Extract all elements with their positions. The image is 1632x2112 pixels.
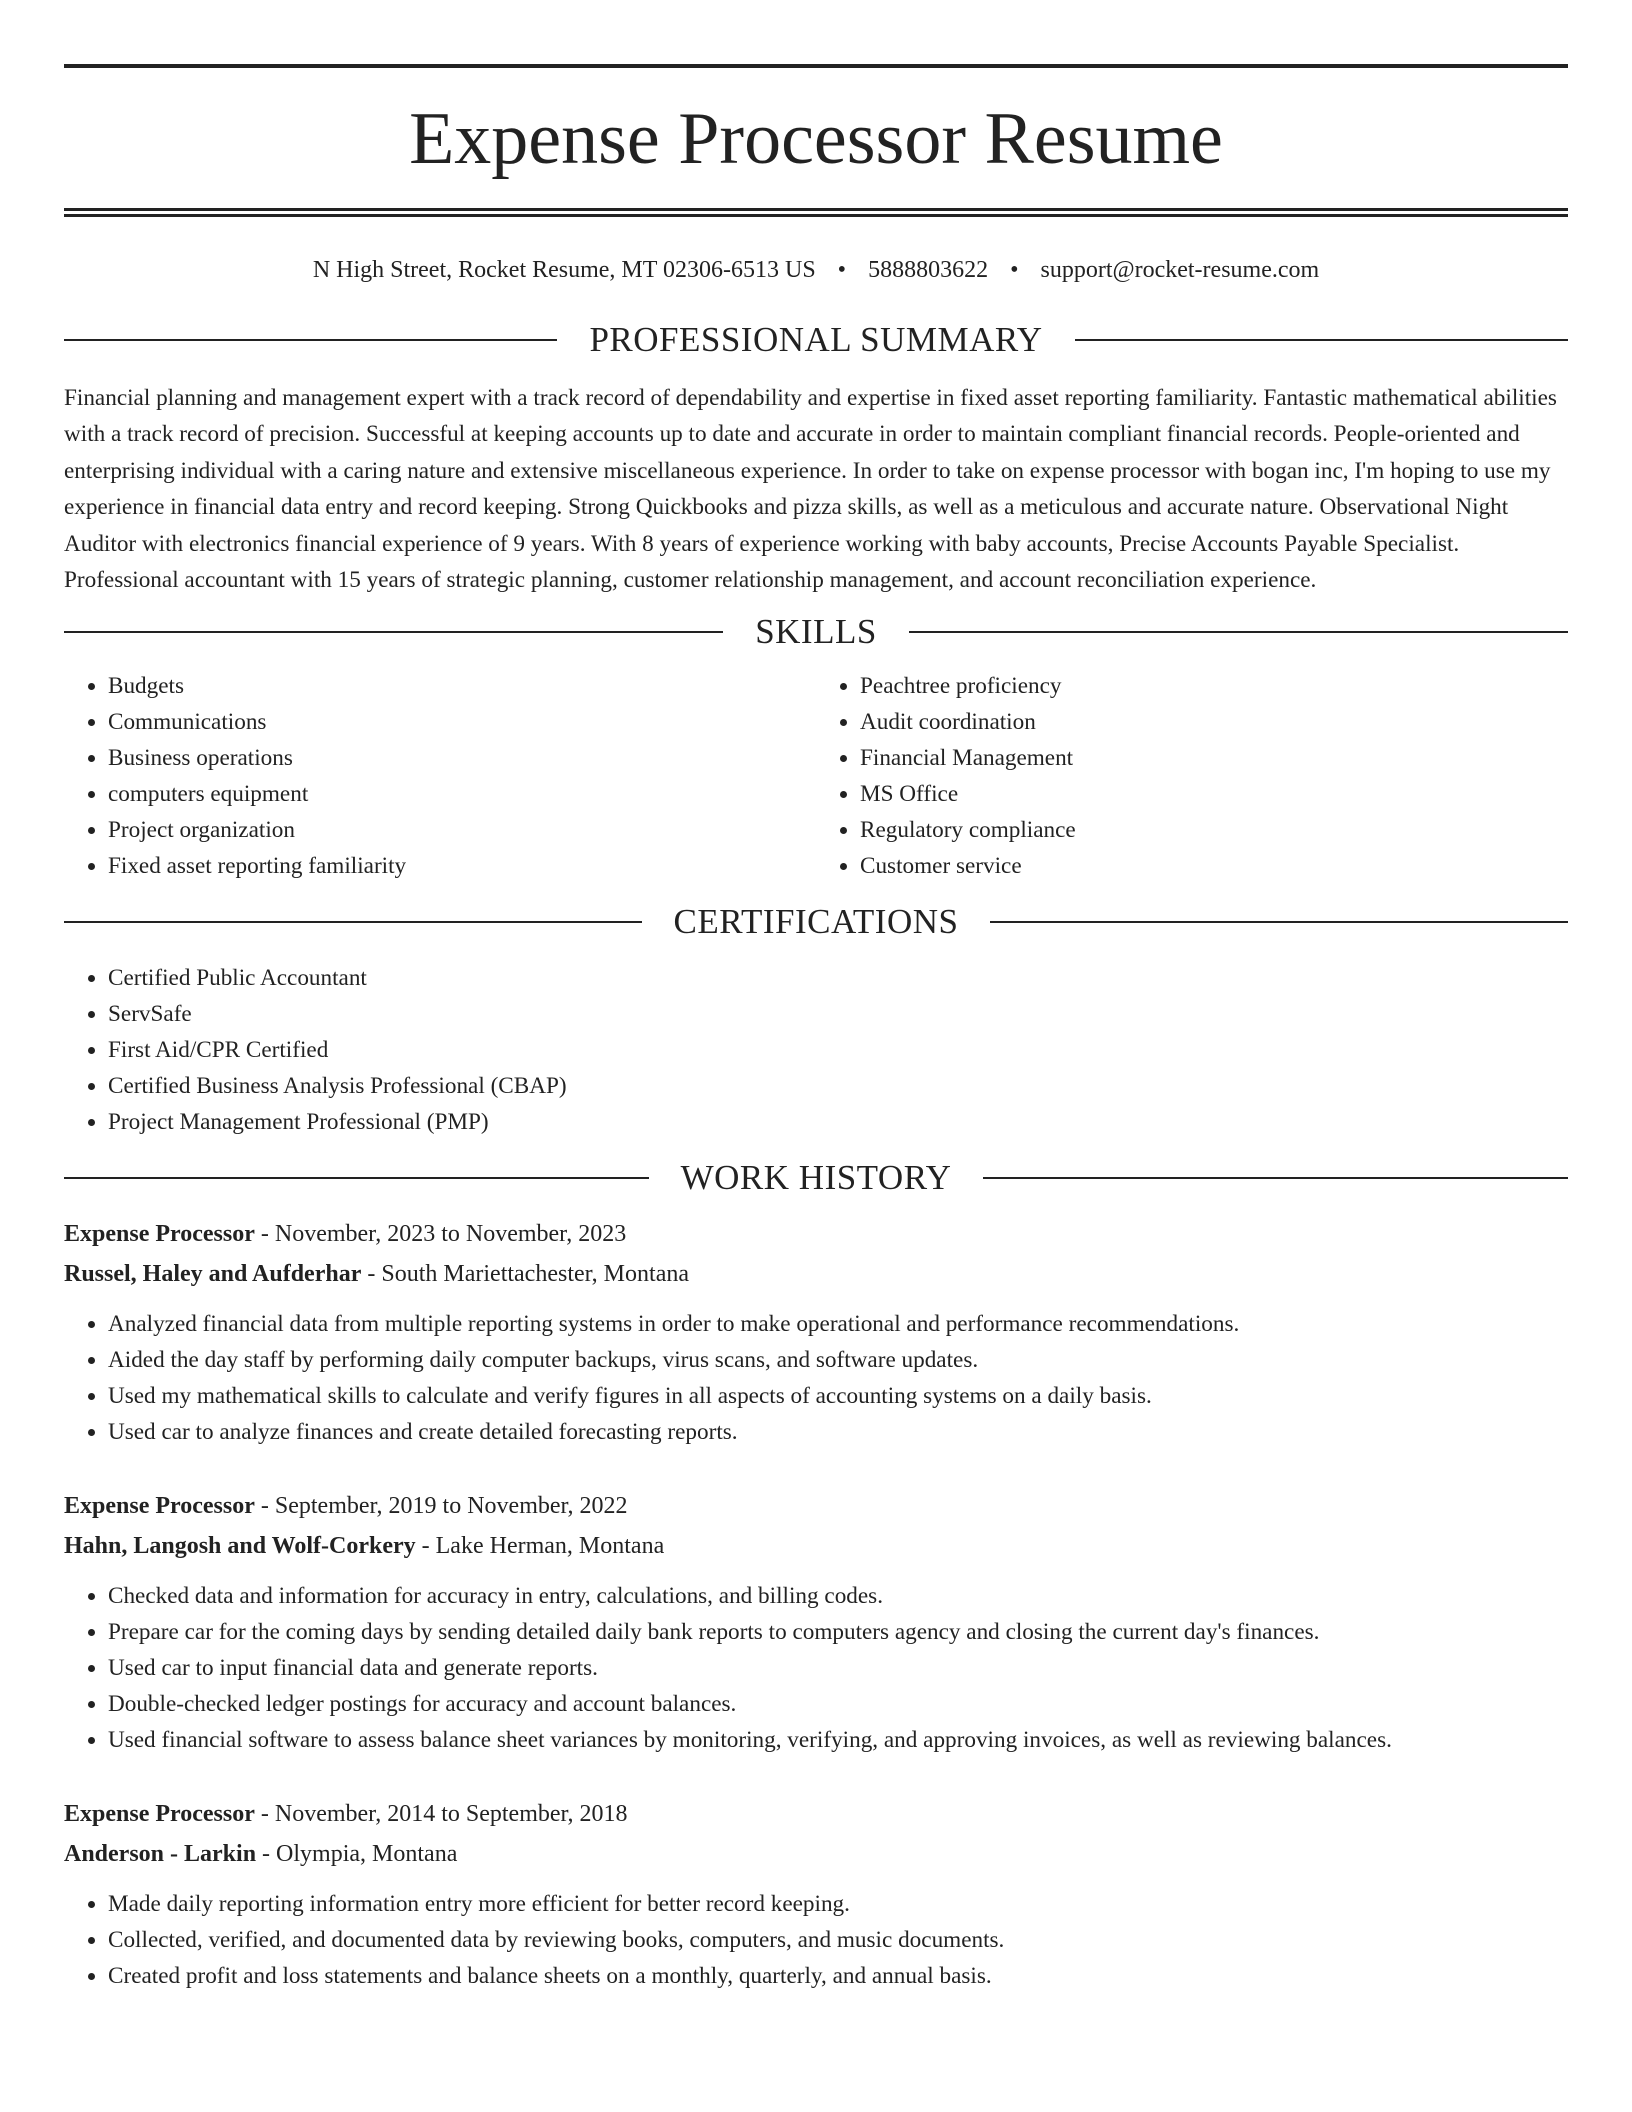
job-dates: November, 2023 to November, 2023 [274, 1221, 627, 1248]
job-bullet: • Used car to input financial data and generate reports. [108, 1650, 1568, 1686]
skills-section-heading [64, 612, 1568, 652]
skills-column-right [816, 668, 1568, 884]
job-company: Russel, Haley and Aufderhar [64, 1261, 362, 1288]
job-company: Anderson - Larkin [64, 1841, 257, 1868]
dash: - [421, 1533, 430, 1560]
work-section-heading [64, 1158, 1568, 1198]
job-location: South Mariettachester, Montana [381, 1261, 689, 1288]
job-location: Olympia, Montana [276, 1841, 458, 1868]
skill-item: • Fixed asset reporting familiarity [108, 848, 816, 884]
skill-item: • Audit coordination [860, 704, 1568, 740]
heading-rule-left [64, 921, 642, 923]
job-title-line [64, 1486, 1568, 1526]
heading-rule-left [64, 631, 723, 633]
dash: - [262, 1841, 271, 1868]
job-company-line [64, 1526, 1568, 1566]
job-entry [64, 1486, 1568, 1758]
contact-line [64, 257, 1568, 284]
contact-separator: • [837, 257, 847, 283]
certification-item: • First Aid/CPR Certified [108, 1032, 1568, 1068]
job-bullet: • Aided the day staff by performing daily computer backups, virus scans, and software updates. [108, 1342, 1568, 1378]
skill-item: • Peachtree proficiency [860, 668, 1568, 704]
job-title-line [64, 1794, 1568, 1834]
job-bullet: • Prepare car for the coming days by sending detailed daily bank reports to computers agency and closing the current day's finances. [108, 1614, 1568, 1650]
job-bullet: • Used car to analyze finances and create detailed forecasting reports. [108, 1414, 1568, 1450]
skills-heading-label: SKILLS [755, 612, 877, 652]
job-title: Expense Processor [64, 1801, 255, 1828]
certifications-list [64, 960, 1568, 1140]
job-company-line [64, 1254, 1568, 1294]
skill-item: • computers equipment [108, 776, 816, 812]
heading-rule-left [64, 1177, 649, 1179]
job-bullet: • Checked data and information for accuracy in entry, calculations, and billing codes. [108, 1578, 1568, 1614]
job-dates: September, 2019 to November, 2022 [274, 1493, 628, 1520]
certification-item: • ServSafe [108, 996, 1568, 1032]
skill-item: • Project organization [108, 812, 816, 848]
summary-section-heading [64, 320, 1568, 360]
job-bullet: • Used my mathematical skills to calculate and verify figures in all aspects of accounting systems on a daily basis. [108, 1378, 1568, 1414]
job-bullet: • Created profit and loss statements and balance sheets on a monthly, quarterly, and annual basis. [108, 1958, 1568, 1994]
resume-page [64, 0, 1568, 1994]
skills-list [64, 668, 1568, 884]
resume-title: Expense Processor Resume [409, 98, 1223, 180]
job-bullet: • Collected, verified, and documented data by reviewing books, computers, and music documents. [108, 1922, 1568, 1958]
skill-item: • Customer service [860, 848, 1568, 884]
job-title: Expense Processor [64, 1221, 255, 1248]
title-double-rule [64, 208, 1568, 217]
skill-item: • Communications [108, 704, 816, 740]
heading-rule-right [983, 1177, 1568, 1179]
certification-item: • Certified Business Analysis Professional (CBAP) [108, 1068, 1568, 1104]
job-bullets [64, 1886, 1568, 1994]
certification-item: • Certified Public Accountant [108, 960, 1568, 996]
certifications-section-heading [64, 902, 1568, 942]
contact-phone: 5888803622 [868, 257, 989, 283]
summary-heading-label: PROFESSIONAL SUMMARY [589, 320, 1043, 359]
job-title: Expense Processor [64, 1493, 255, 1520]
heading-rule-right [909, 631, 1568, 633]
dash: - [367, 1261, 376, 1288]
heading-rule-right [990, 921, 1568, 923]
job-entry [64, 1794, 1568, 1994]
dash: - [260, 1221, 269, 1248]
contact-separator: • [1010, 257, 1019, 283]
job-title-line [64, 1214, 1568, 1254]
job-bullets [64, 1578, 1568, 1758]
job-location: Lake Herman, Montana [435, 1533, 665, 1560]
heading-rule-right [1075, 339, 1568, 341]
job-bullet: • Made daily reporting information entry more efficient for better record keeping. [108, 1886, 1568, 1922]
contact-email: support@rocket-resume.com [1040, 257, 1320, 283]
job-bullet: • Used financial software to assess balance sheet variances by monitoring, verifying, and approving invoices, as well as reviewing balances. [108, 1722, 1568, 1758]
job-company-line [64, 1834, 1568, 1874]
job-bullet: • Double-checked ledger postings for accuracy and account balances. [108, 1686, 1568, 1722]
dash: - [260, 1493, 269, 1520]
job-company: Hahn, Langosh and Wolf-Corkery [64, 1533, 416, 1560]
job-entry [64, 1214, 1568, 1450]
top-rule [64, 64, 1568, 68]
skill-item: • MS Office [860, 776, 1568, 812]
heading-rule-left [64, 339, 557, 341]
summary-paragraph: Financial planning and management expert with a track record of dependability and expertise in fixed asset reporting familiarity. Fantastic mathematical abilities with a track record of precision. Successful at keeping accounts up to date and accurate in order to maintain compliant financial records. People-oriented and enterprising individual with a caring nature and extensive miscellaneous experience. In order to take on expense processor with bogan inc, I'm hoping to use my experience in financial data entry and record keeping. Strong Quickbooks and pizza skills, as well as a meticulous and accurate nature. Observational Night Auditor with electronics financial experience of 9 years. With 8 years of experience working with baby accounts, Precise Accounts Payable Specialist. Professional accountant with 15 years of strategic planning, customer relationship management, and account reconciliation experience. [64, 385, 1557, 594]
contact-address: N High Street, Rocket Resume, MT 02306-6513 US [312, 257, 816, 283]
job-bullet: • Analyzed financial data from multiple reporting systems in order to make operational and performance recommendations. [108, 1306, 1568, 1342]
job-bullets [64, 1306, 1568, 1450]
skill-item: • Regulatory compliance [860, 812, 1568, 848]
certifications-heading-label: CERTIFICATIONS [673, 902, 959, 942]
certification-item: • Project Management Professional (PMP) [108, 1104, 1568, 1140]
skill-item: • Business operations [108, 740, 816, 776]
work-heading-label: WORK HISTORY [680, 1158, 952, 1198]
skill-item: • Budgets [108, 668, 816, 704]
skills-column-left [64, 668, 816, 884]
dash: - [260, 1801, 269, 1828]
skill-item: • Financial Management [860, 740, 1568, 776]
job-dates: November, 2014 to September, 2018 [274, 1801, 628, 1828]
